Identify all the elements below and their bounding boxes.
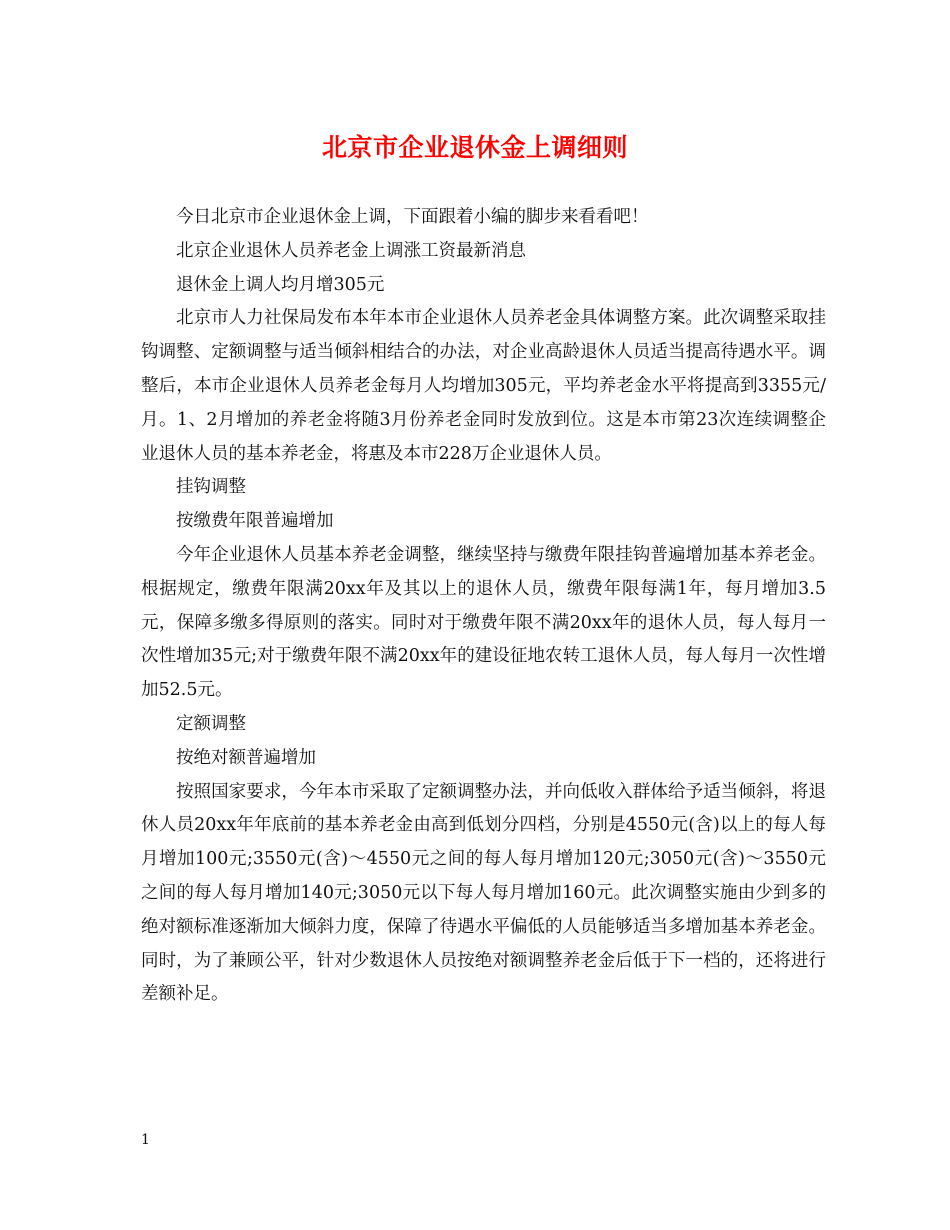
section-heading: 挂钩调整 (176, 477, 246, 498)
subsection-heading: 按缴费年限普遍增加 (176, 511, 334, 532)
section-heading: 定额调整 (176, 713, 246, 734)
paragraph: 北京企业退休人员养老金上调涨工资最新消息 (176, 240, 526, 261)
page-number: 1 (141, 1132, 150, 1148)
paragraph: 今日北京市企业退休金上调，下面跟着小编的脚步来看看吧！ (176, 207, 649, 227)
paragraph: 北京市人力社保局发布本年本市企业退休人员养老金具体调整方案。此次调整采取挂钩调整、定额调整与适当倾斜相结合的办法，对企业高龄退休人员适当提高待遇水平。调整后，本市企业退休人员养老金每月人均增加305元，平均养老金水平将提高到3355元/月。1、2月增加的养老金将随3月份养老金同时发放到位。这是本市第23次连续调整企业退休人员的基本养老金，将惠及本市228万企业退休人员。 (141, 308, 826, 464)
subsection-heading: 按绝对额普遍增加 (176, 747, 316, 768)
paragraph: 今年企业退休人员基本养老金调整，继续坚持与缴费年限挂钩普遍增加基本养老金。根据规定，缴费年限满20xx年及其以上的退休人员，缴费年限每满1年，每月增加3.5元，保障多缴多得原则的落实。同时对于缴费年限不满20xx年的退休人员，每人每月一次性增加35元;对于缴费年限不满20xx年的建设征地农转工退休人员，每人每月一次性增加52.5元。 (141, 544, 826, 701)
paragraph: 退休金上调人均月增305元 (176, 274, 385, 295)
document-title: 北京市企业退休金上调细则 (321, 133, 628, 162)
document-body (141, 201, 826, 1012)
paragraph: 按照国家要求，今年本市采取了定额调整办法，并向低收入群体给予适当倾斜，将退休人员20xx年年底前的基本养老金由高到低划分四档，分别是4550元(含)以上的每人每月增加100元;3550元(含)～4550元之间的每人每月增加120元;3050元(含)～3550元之间的每人每月增加140元;3050元以下每人每月增加160元。此次调整实施由少到多的绝对额标准逐渐加大倾斜力度，保障了待遇水平偏低的人员能够适当多增加基本养老金。同时，为了兼顾公平，针对少数退休人员按绝对额调整养老金后低于下一档的，还将进行差额补足。 (141, 781, 826, 1005)
